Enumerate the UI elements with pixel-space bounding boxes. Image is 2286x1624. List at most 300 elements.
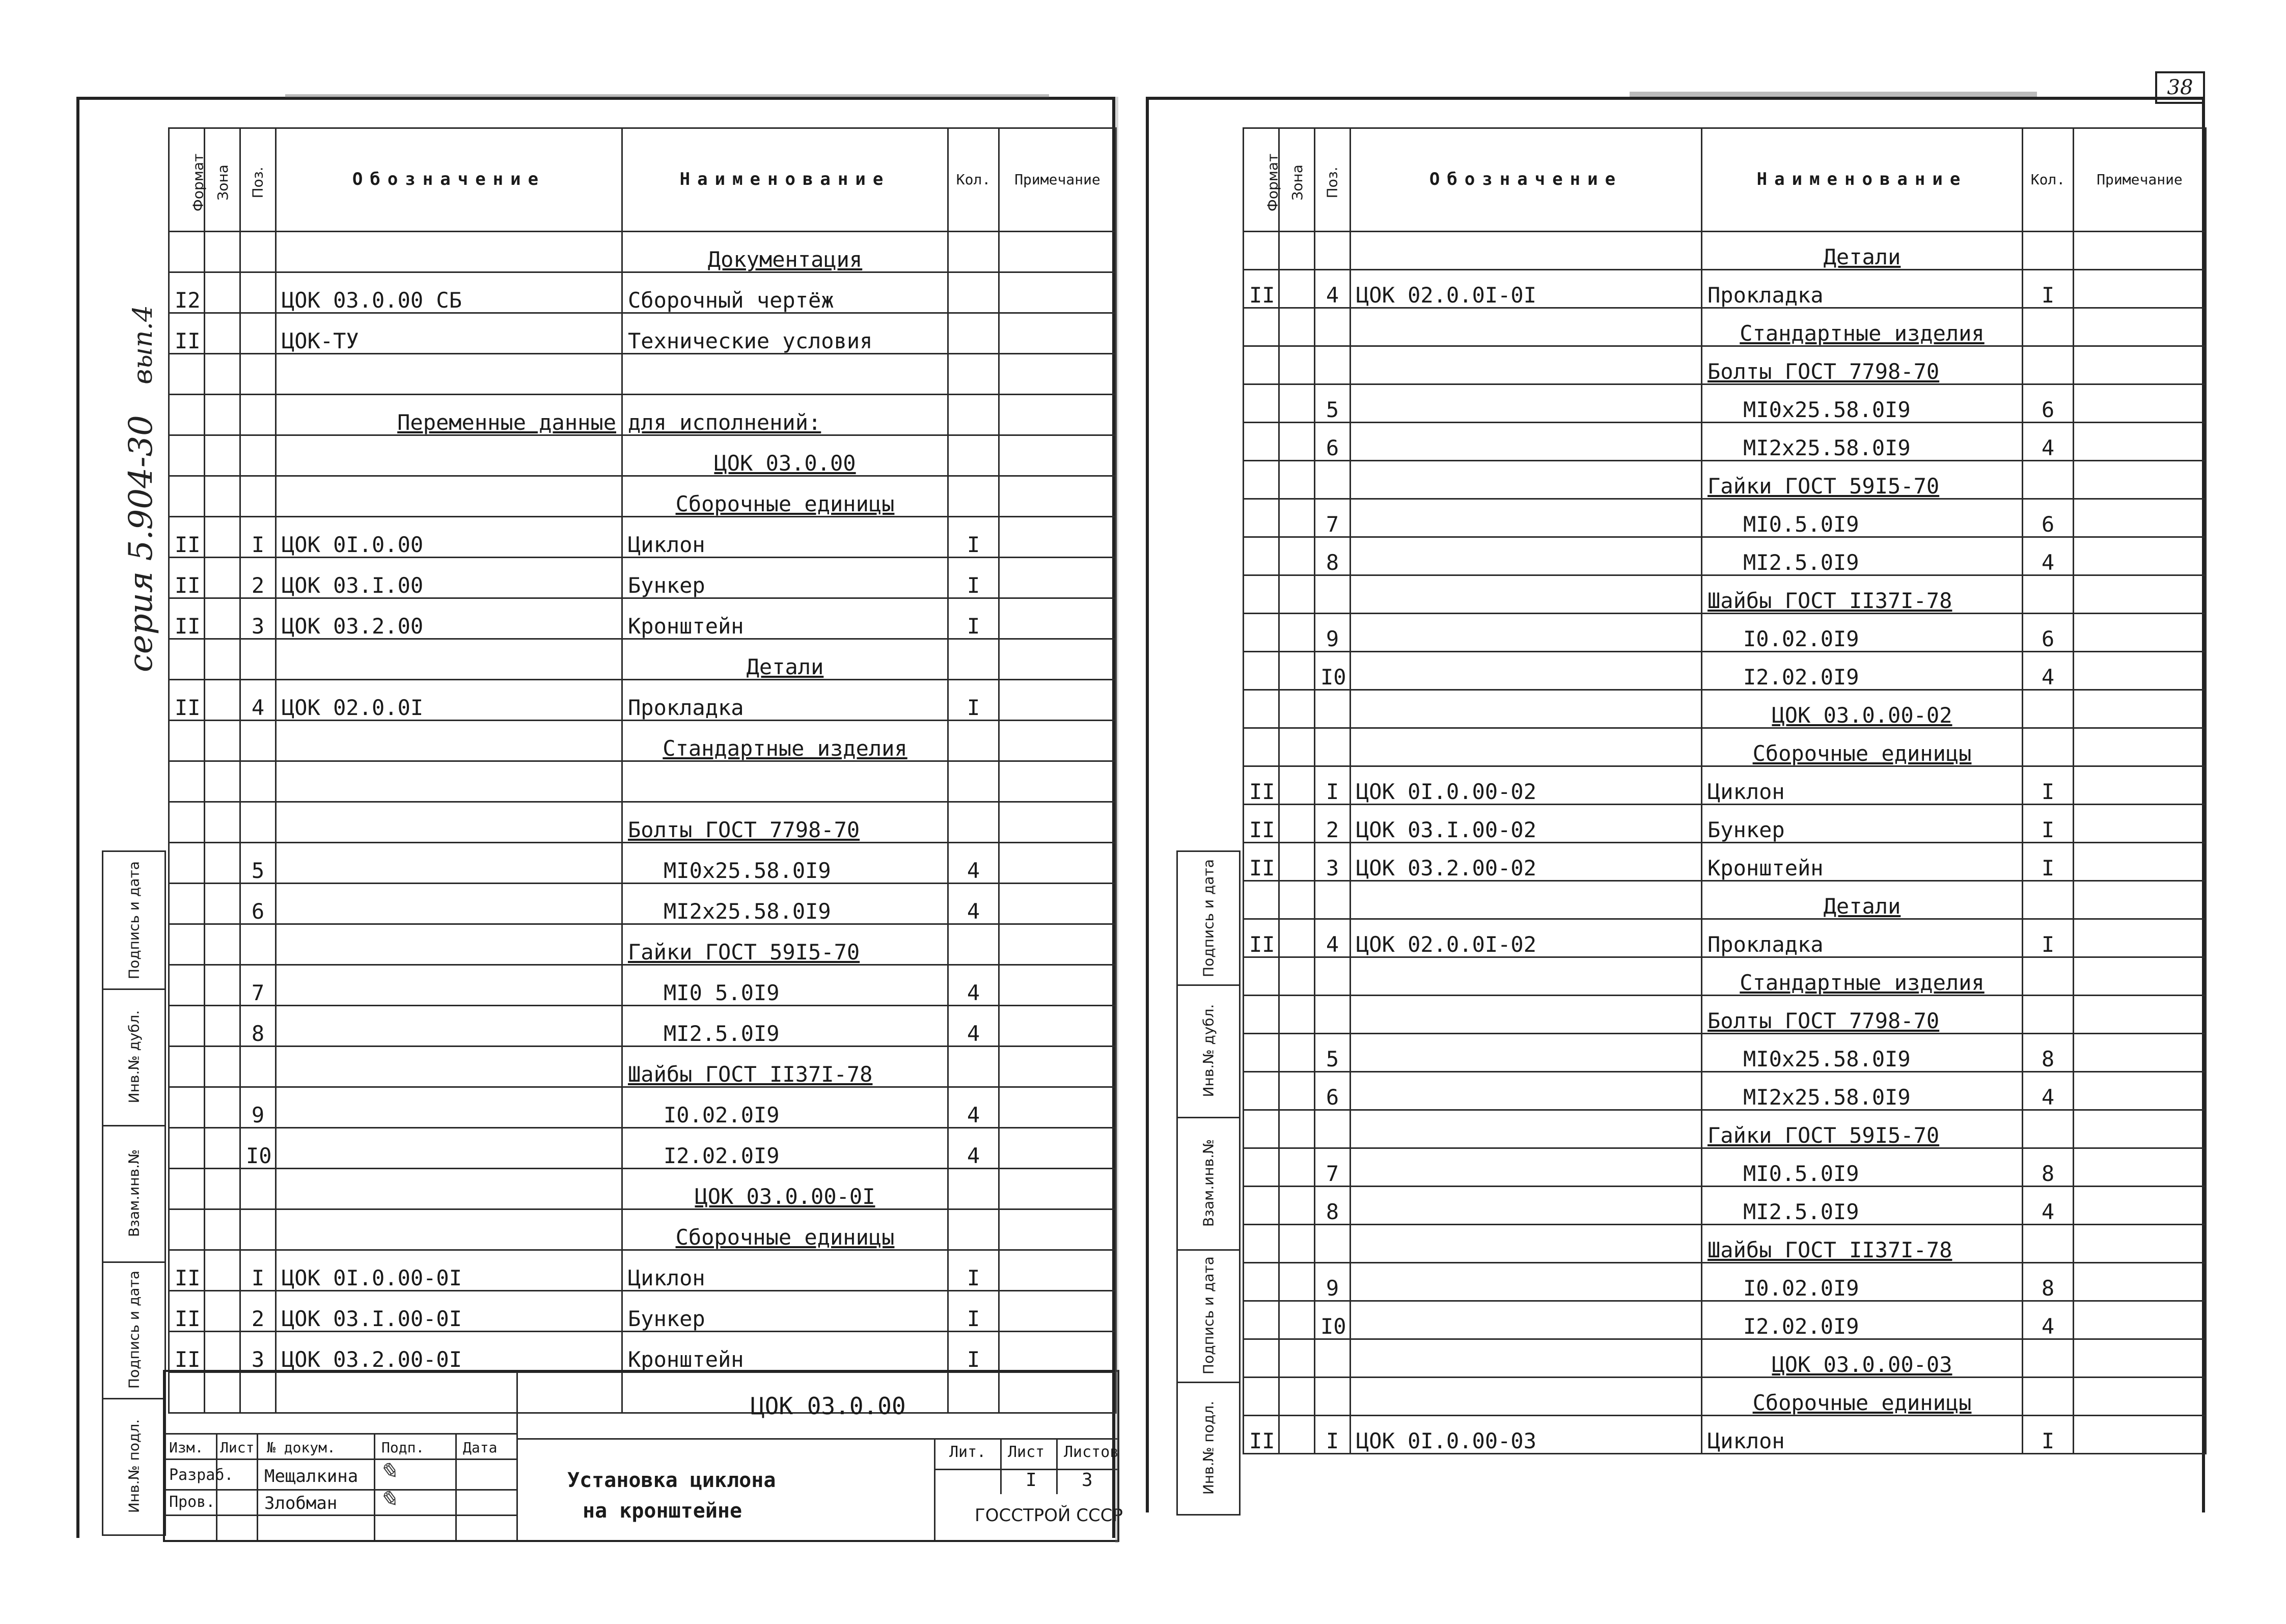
cell-note: [2074, 996, 2206, 1034]
cell-format: [169, 1128, 205, 1169]
cell-format: [1244, 1187, 1279, 1225]
left-spec-row: [169, 1291, 1116, 1332]
cell-format: II: [169, 1291, 205, 1332]
left-spec-row: [169, 1169, 1116, 1209]
cell-qty: 4: [948, 1006, 999, 1047]
header-designation: Обозначение: [276, 128, 622, 232]
cell-format: [1244, 996, 1279, 1034]
left-spec-table: [168, 127, 1117, 1414]
cell-pos: [1315, 1110, 1351, 1148]
cell-designation: [1351, 957, 1702, 996]
side-label: Подпись и дата: [1200, 859, 1217, 977]
cell-note: [2074, 1148, 2206, 1187]
cell-designation: [276, 721, 622, 761]
cell-name: Сборочные единицы: [622, 1209, 948, 1250]
cell-note: [999, 1128, 1116, 1169]
cell-name: ЦОК 03.0.00-0I: [622, 1169, 948, 1209]
left-spec-row: [169, 1332, 1116, 1372]
cell-name: Циклон: [622, 517, 948, 558]
right-spec-row: [1244, 308, 2206, 346]
cell-note: [2074, 1416, 2206, 1454]
right-spec-row: [1244, 1110, 2206, 1148]
cell-note: [2074, 1034, 2206, 1072]
cell-note: [999, 476, 1116, 517]
cell-zone: [1279, 1263, 1315, 1301]
cell-designation: [1351, 881, 1702, 919]
cell-name: Стандартные изделия: [1702, 957, 2023, 996]
cell-pos: I: [1315, 766, 1351, 805]
cell-name: I2.02.0I9: [1702, 652, 2023, 690]
cell-format: II: [1244, 766, 1279, 805]
cell-note: [2074, 919, 2206, 957]
cell-name: Прокладка: [622, 680, 948, 721]
cell-format: II: [169, 558, 205, 598]
left-title-block: [163, 1370, 1123, 1542]
cell-name: [622, 354, 948, 395]
cell-note: [999, 1087, 1116, 1128]
right-spec-row: [1244, 1148, 2206, 1187]
cell-zone: [205, 1087, 240, 1128]
cell-designation: [276, 965, 622, 1006]
header-format: Формат: [1244, 128, 1279, 232]
cell-zone: [205, 313, 240, 354]
cell-name: Болты ГОСТ 7798-70: [1702, 996, 2023, 1034]
cell-designation: [276, 802, 622, 843]
cell-designation: ЦОК 03.2.00: [276, 598, 622, 639]
left-spec-row: [169, 1250, 1116, 1291]
stamp-title-line1: Установка циклона: [567, 1469, 776, 1492]
cell-pos: 5: [1315, 1034, 1351, 1072]
cell-pos: 6: [1315, 1072, 1351, 1110]
left-spec-row: [169, 680, 1116, 721]
cell-designation: ЦОК 02.0.0I-0I: [1351, 270, 1702, 308]
right-spec-row: [1244, 919, 2206, 957]
cell-name: Гайки ГОСТ 59I5-70: [1702, 461, 2023, 499]
cell-pos: I0: [1315, 1301, 1351, 1339]
cell-designation: ЦОК 03.0.00 СБ: [276, 272, 622, 313]
cell-pos: [1315, 690, 1351, 728]
cell-note: [999, 1250, 1116, 1291]
cell-qty: [2023, 461, 2074, 499]
cell-name: МI2.5.0I9: [1702, 1187, 2023, 1225]
cell-zone: [205, 639, 240, 680]
cell-name: Детали: [622, 639, 948, 680]
cell-designation: [276, 924, 622, 965]
cell-qty: [2023, 1225, 2074, 1263]
series-sub: вып.4: [128, 305, 158, 384]
cell-name: Стандартные изделия: [1702, 308, 2023, 346]
cell-zone: [1279, 308, 1315, 346]
cell-zone: [1279, 919, 1315, 957]
cell-designation: [1351, 1110, 1702, 1148]
cell-qty: [948, 313, 999, 354]
cell-qty: I: [2023, 766, 2074, 805]
cell-designation: [1351, 690, 1702, 728]
cell-qty: 8: [2023, 1148, 2074, 1187]
side-label: Инв.№ дубл.: [125, 1010, 143, 1104]
stamp-h-data: Дата: [463, 1439, 498, 1456]
cell-format: [1244, 1339, 1279, 1378]
cell-note: [2074, 537, 2206, 575]
cell-designation: ЦОК 0I.0.00-03: [1351, 1416, 1702, 1454]
cell-note: [2074, 614, 2206, 652]
cell-format: [1244, 384, 1279, 423]
cell-qty: [2023, 957, 2074, 996]
cell-pos: [240, 232, 276, 272]
cell-qty: [2023, 690, 2074, 728]
cell-designation: [1351, 346, 1702, 384]
cell-format: [1244, 308, 1279, 346]
left-spec-row: [169, 313, 1116, 354]
cell-qty: [2023, 346, 2074, 384]
cell-format: [1244, 232, 1279, 270]
cell-note: [999, 395, 1116, 435]
cell-zone: [1279, 384, 1315, 423]
cell-pos: 5: [1315, 384, 1351, 423]
header-format: Формат: [169, 128, 205, 232]
cell-format: [169, 232, 205, 272]
cell-pos: 3: [1315, 843, 1351, 881]
cell-note: [2074, 346, 2206, 384]
cell-designation: [276, 1209, 622, 1250]
cell-note: [999, 354, 1116, 395]
cell-pos: 5: [240, 843, 276, 884]
cell-pos: 9: [1315, 1263, 1351, 1301]
right-spec-row: [1244, 232, 2206, 270]
header-name: Наименование: [1702, 128, 2023, 232]
cell-qty: [948, 639, 999, 680]
cell-zone: [205, 1169, 240, 1209]
stamp-sheet-label: Лист: [1008, 1443, 1045, 1461]
right-spec-row: [1244, 728, 2206, 766]
cell-zone: [1279, 957, 1315, 996]
cell-qty: [2023, 881, 2074, 919]
cell-designation: ЦОК-ТУ: [276, 313, 622, 354]
cell-note: [999, 272, 1116, 313]
header-designation: Обозначение: [1351, 128, 1702, 232]
stamp-doc-code: ЦОК 03.0.00: [751, 1392, 906, 1420]
cell-zone: [1279, 1339, 1315, 1378]
left-spec-row: [169, 395, 1116, 435]
cell-pos: I: [240, 1250, 276, 1291]
cell-pos: 7: [1315, 499, 1351, 537]
cell-zone: [1279, 690, 1315, 728]
left-spec-row: [169, 1209, 1116, 1250]
stamp-title-line2: на кронштейне: [583, 1499, 742, 1523]
cell-format: [169, 395, 205, 435]
cell-zone: [205, 802, 240, 843]
cell-zone: [1279, 1187, 1315, 1225]
cell-format: [169, 1209, 205, 1250]
cell-pos: 8: [1315, 1187, 1351, 1225]
side-label: Подпись и дата: [125, 861, 143, 979]
side-label: Инв.№ подл.: [1200, 1400, 1217, 1495]
cell-qty: [948, 721, 999, 761]
cell-name: МI2.5.0I9: [622, 1006, 948, 1047]
left-side-strip: [102, 850, 166, 1536]
scan-noise: [285, 94, 1049, 97]
cell-pos: 3: [240, 1332, 276, 1372]
cell-format: [169, 721, 205, 761]
cell-pos: 8: [1315, 537, 1351, 575]
left-spec-row: [169, 965, 1116, 1006]
cell-qty: [2023, 728, 2074, 766]
cell-note: [999, 761, 1116, 802]
cell-name: Бункер: [622, 1291, 948, 1332]
cell-format: II: [169, 1250, 205, 1291]
cell-qty: I: [948, 598, 999, 639]
cell-zone: [205, 1128, 240, 1169]
left-sheet: [76, 97, 1123, 1538]
cell-qty: [948, 1209, 999, 1250]
cell-note: [999, 517, 1116, 558]
cell-zone: [1279, 346, 1315, 384]
cell-designation: Переменные данные: [276, 395, 622, 435]
cell-qty: 4: [2023, 423, 2074, 461]
cell-qty: [948, 1169, 999, 1209]
page-number: 38: [2155, 71, 2205, 104]
cell-name: Гайки ГОСТ 59I5-70: [1702, 1110, 2023, 1148]
series-text: серия 5.904-30: [122, 415, 160, 672]
cell-name: МI0х25.58.0I9: [1702, 1034, 2023, 1072]
cell-note: [2074, 728, 2206, 766]
cell-name: Бункер: [622, 558, 948, 598]
cell-pos: [1315, 728, 1351, 766]
right-spec-row: [1244, 346, 2206, 384]
cell-format: [169, 965, 205, 1006]
left-spec-row: [169, 232, 1116, 272]
cell-designation: ЦОК 0I.0.00: [276, 517, 622, 558]
cell-designation: [1351, 1072, 1702, 1110]
cell-note: [2074, 1301, 2206, 1339]
right-spec-row: [1244, 1225, 2206, 1263]
cell-note: [2074, 690, 2206, 728]
cell-zone: [1279, 614, 1315, 652]
cell-zone: [1279, 805, 1315, 843]
cell-qty: I: [948, 1291, 999, 1332]
right-spec-row: [1244, 1034, 2206, 1072]
cell-format: [1244, 499, 1279, 537]
cell-pos: [1315, 1378, 1351, 1416]
cell-designation: [1351, 423, 1702, 461]
cell-pos: I0: [240, 1128, 276, 1169]
cell-format: II: [169, 598, 205, 639]
cell-zone: [1279, 1301, 1315, 1339]
cell-pos: 9: [1315, 614, 1351, 652]
cell-zone: [205, 843, 240, 884]
cell-pos: I0: [1315, 652, 1351, 690]
cell-format: II: [1244, 270, 1279, 308]
cell-format: [169, 435, 205, 476]
cell-zone: [1279, 996, 1315, 1034]
cell-zone: [1279, 232, 1315, 270]
stamp-sheets-val: 3: [1082, 1470, 1093, 1491]
side-label-cell: [1178, 852, 1239, 986]
cell-note: [999, 1169, 1116, 1209]
cell-name: Кронштейн: [622, 1332, 948, 1372]
side-label-cell: [103, 1261, 164, 1399]
left-spec-row: [169, 435, 1116, 476]
stamp-sheets-label: Листов: [1064, 1443, 1119, 1461]
cell-note: [999, 843, 1116, 884]
cell-zone: [1279, 537, 1315, 575]
cell-pos: [240, 272, 276, 313]
cell-format: [1244, 728, 1279, 766]
cell-name: Кронштейн: [1702, 843, 2023, 881]
cell-pos: [1315, 308, 1351, 346]
right-spec-row: [1244, 957, 2206, 996]
cell-name: ЦОК 03.0.00: [622, 435, 948, 476]
cell-qty: [2023, 1378, 2074, 1416]
right-spec-table: [1243, 127, 2207, 1454]
right-spec-row: [1244, 843, 2206, 881]
cell-note: [2074, 843, 2206, 881]
cell-pos: [240, 476, 276, 517]
cell-qty: [948, 802, 999, 843]
cell-format: [169, 843, 205, 884]
header-pos: Поз.: [240, 128, 276, 232]
cell-note: [999, 680, 1116, 721]
cell-name: Циклон: [1702, 1416, 2023, 1454]
header-qty: Кол.: [2023, 128, 2074, 232]
cell-pos: [240, 761, 276, 802]
cell-qty: [948, 476, 999, 517]
cell-pos: [240, 354, 276, 395]
cell-qty: 4: [948, 1087, 999, 1128]
cell-qty: I: [2023, 270, 2074, 308]
cell-zone: [205, 272, 240, 313]
cell-pos: [240, 1169, 276, 1209]
cell-zone: [205, 232, 240, 272]
side-label-cell: [1178, 1249, 1239, 1383]
cell-pos: [240, 924, 276, 965]
stamp-h-podp: Подп.: [381, 1439, 425, 1456]
cell-note: [2074, 1339, 2206, 1378]
right-spec-row: [1244, 996, 2206, 1034]
cell-qty: 6: [2023, 384, 2074, 423]
cell-format: [1244, 1263, 1279, 1301]
left-spec-row: [169, 802, 1116, 843]
right-spec-row: [1244, 575, 2206, 614]
left-spec-row: [169, 721, 1116, 761]
cell-pos: [1315, 575, 1351, 614]
cell-qty: [948, 1047, 999, 1087]
cell-name: МI2х25.58.0I9: [622, 884, 948, 924]
right-spec-row: [1244, 1378, 2206, 1416]
header-note: Примечание: [999, 128, 1116, 232]
cell-qty: 4: [948, 965, 999, 1006]
left-spec-row: [169, 924, 1116, 965]
cell-pos: [1315, 1339, 1351, 1378]
cell-note: [2074, 461, 2206, 499]
cell-note: [2074, 270, 2206, 308]
cell-zone: [1279, 843, 1315, 881]
cell-designation: [276, 354, 622, 395]
header-zone: Зона: [205, 128, 240, 232]
cell-format: II: [1244, 843, 1279, 881]
cell-name: МI2х25.58.0I9: [1702, 423, 2023, 461]
cell-designation: [1351, 996, 1702, 1034]
header-qty: Кол.: [948, 128, 999, 232]
cell-pos: 2: [1315, 805, 1351, 843]
cell-zone: [205, 476, 240, 517]
left-spec-row: [169, 517, 1116, 558]
cell-note: [999, 965, 1116, 1006]
cell-name: Документация: [622, 232, 948, 272]
cell-note: [999, 598, 1116, 639]
cell-qty: I: [948, 517, 999, 558]
cell-zone: [1279, 270, 1315, 308]
cell-name: Сборочные единицы: [1702, 1378, 2023, 1416]
cell-name: I0.02.0I9: [622, 1087, 948, 1128]
cell-designation: [276, 435, 622, 476]
right-spec-row: [1244, 881, 2206, 919]
cell-designation: [276, 884, 622, 924]
cell-name: Болты ГОСТ 7798-70: [1702, 346, 2023, 384]
cell-pos: [240, 721, 276, 761]
cell-designation: ЦОК 0I.0.00-02: [1351, 766, 1702, 805]
right-header-row: [1244, 128, 2206, 232]
cell-format: [1244, 1110, 1279, 1148]
left-spec-row: [169, 639, 1116, 680]
cell-format: [169, 1047, 205, 1087]
right-spec-row: [1244, 499, 2206, 537]
cell-name: Шайбы ГОСТ II37I-78: [1702, 1225, 2023, 1263]
scan-noise: [1630, 92, 2037, 97]
left-spec-row: [169, 843, 1116, 884]
cell-pos: I: [1315, 1416, 1351, 1454]
cell-name: Сборочный чертёж: [622, 272, 948, 313]
cell-format: [169, 1087, 205, 1128]
side-label: Инв.№ подл.: [125, 1419, 143, 1513]
left-spec-row: [169, 1128, 1116, 1169]
cell-format: II: [1244, 1416, 1279, 1454]
cell-format: [1244, 1148, 1279, 1187]
left-spec-row: [169, 476, 1116, 517]
stamp-h-izm: Изм.: [169, 1439, 204, 1456]
cell-format: [1244, 1225, 1279, 1263]
cell-note: [999, 802, 1116, 843]
cell-pos: 9: [240, 1087, 276, 1128]
scan-noise: [1115, 97, 1118, 1543]
cell-name: МI0х25.58.0I9: [1702, 384, 2023, 423]
cell-pos: [1315, 461, 1351, 499]
cell-designation: [1351, 461, 1702, 499]
cell-designation: [1351, 1034, 1702, 1072]
cell-note: [2074, 1378, 2206, 1416]
cell-designation: ЦОК 03.I.00-02: [1351, 805, 1702, 843]
cell-designation: [1351, 652, 1702, 690]
cell-designation: [276, 1087, 622, 1128]
cell-designation: [276, 232, 622, 272]
right-spec-row: [1244, 614, 2206, 652]
cell-zone: [205, 721, 240, 761]
cell-note: [2074, 232, 2206, 270]
cell-format: [1244, 881, 1279, 919]
cell-name: I2.02.0I9: [622, 1128, 948, 1169]
cell-pos: [1315, 1225, 1351, 1263]
cell-pos: 7: [1315, 1148, 1351, 1187]
cell-name: ЦОК 03.0.00-03: [1702, 1339, 2023, 1378]
cell-format: I2: [169, 272, 205, 313]
cell-pos: 4: [1315, 919, 1351, 957]
cell-pos: [1315, 881, 1351, 919]
side-label-cell: [103, 852, 164, 990]
cell-zone: [205, 680, 240, 721]
right-spec-row: [1244, 461, 2206, 499]
cell-zone: [205, 435, 240, 476]
side-label: Подпись и дата: [1200, 1256, 1217, 1374]
